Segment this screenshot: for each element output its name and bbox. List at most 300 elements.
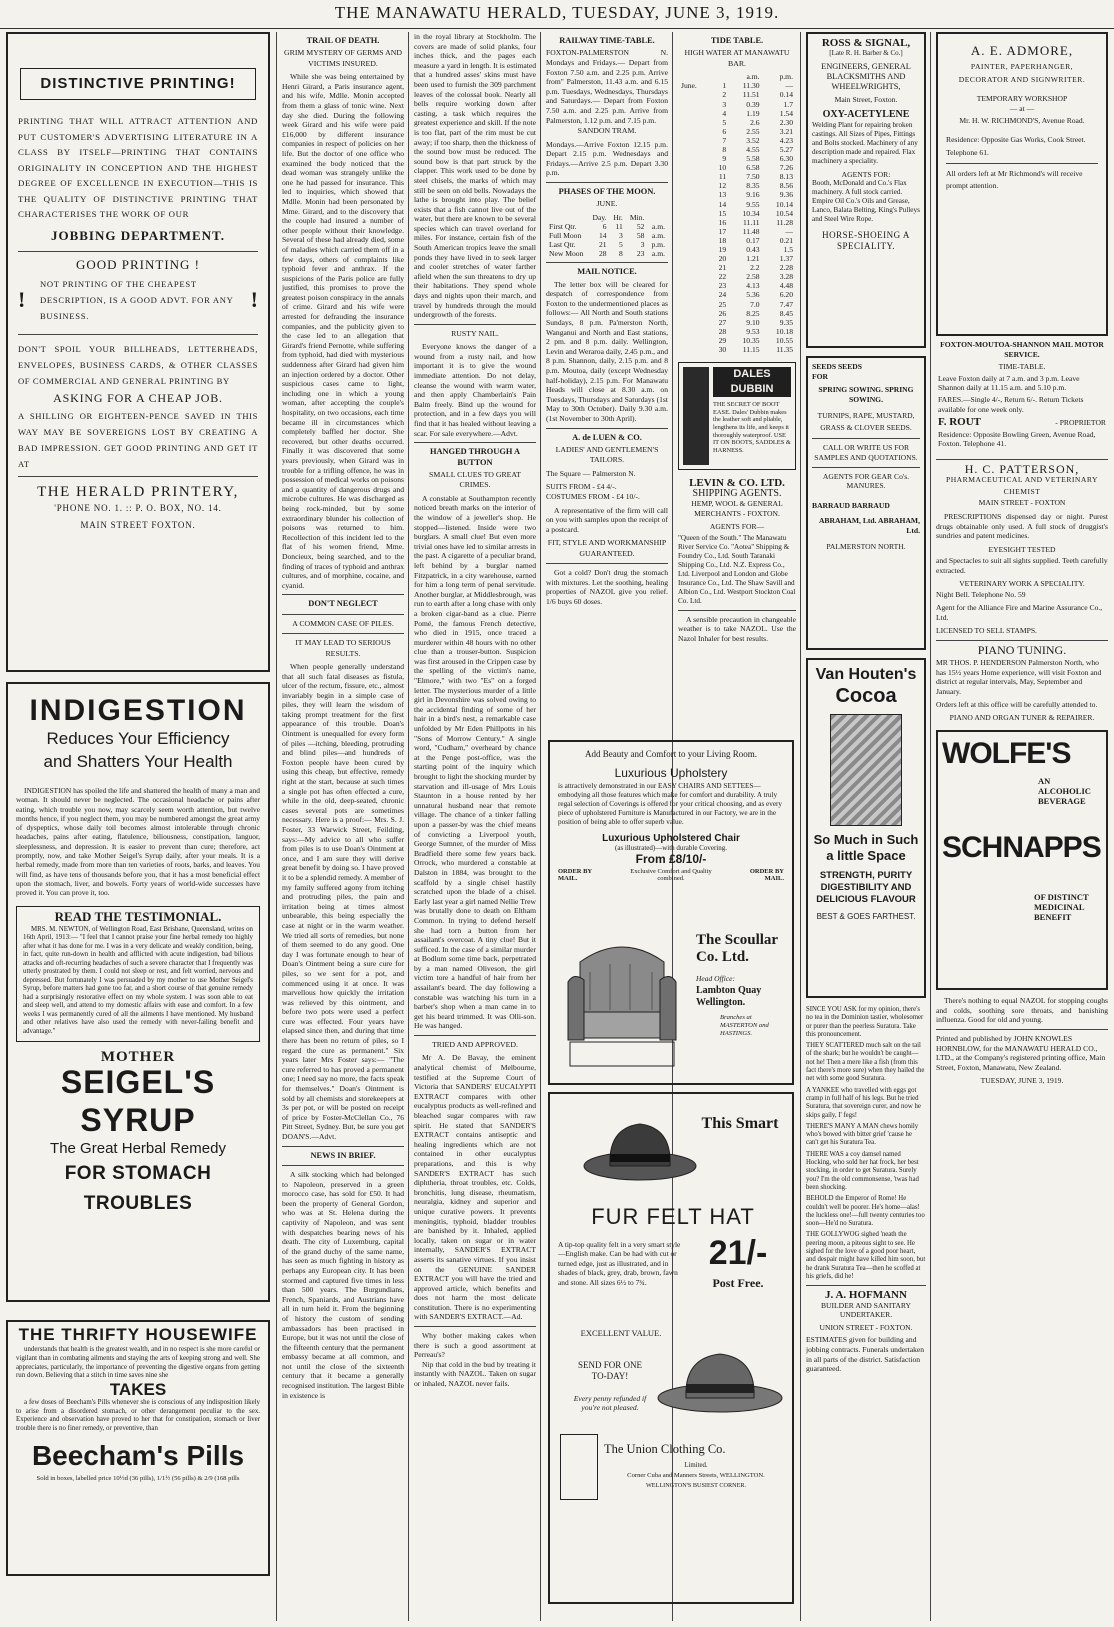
- beecham-price: Sold in boxes, labelled price 10½d (36 pills), 1/1½ (56 pills) & 2/9 (168 pills: [36, 1474, 240, 1482]
- tide-cell: 11.28: [776, 217, 793, 227]
- tide-row: [678, 263, 796, 272]
- upholstery-ad: [548, 740, 794, 1085]
- tried-heading: TRIED AND APPROVED.: [432, 1040, 518, 1050]
- tide-cell: [678, 227, 710, 236]
- tide-cell: [678, 163, 710, 172]
- tide-row: [678, 345, 796, 354]
- column-2: [282, 32, 404, 1622]
- moon-table-header: [546, 213, 668, 222]
- tide-cell: 7.47: [779, 299, 793, 309]
- tide-cell: [678, 145, 710, 154]
- herald-address: MAIN STREET FOXTON.: [80, 519, 196, 530]
- tide-cell: 6.20: [779, 290, 793, 300]
- hat-illustration-small: [654, 1346, 786, 1416]
- barraud: BARRAUD BARRAUD: [812, 500, 890, 510]
- moon-cell: 6: [602, 221, 607, 231]
- tide-cell: 13: [718, 190, 727, 200]
- moon-cell: 21: [598, 240, 607, 250]
- post-free: Post Free.: [712, 1276, 764, 1290]
- tide-cell: [678, 209, 710, 218]
- patterson-title: H. C. PATTERSON,: [964, 461, 1080, 476]
- tide-cell: 0.39: [746, 99, 760, 109]
- tide-cell: 2: [722, 90, 727, 100]
- moon-row: [546, 231, 668, 240]
- tide-cell: 2.30: [779, 117, 793, 127]
- patterson-chemist: PHARMACEUTICAL AND VETERINARY CHEMIST: [945, 475, 1099, 497]
- tide-cell: 6.30: [779, 154, 793, 164]
- beecham-ad: [6, 1320, 270, 1576]
- tide-cell: 30: [718, 345, 727, 355]
- tide-cell: 19: [718, 245, 727, 254]
- sandon-heading: SANDON TRAM.: [577, 126, 637, 136]
- tide-row: [678, 200, 796, 209]
- tide-cell: 24: [718, 290, 727, 300]
- tide-cell: [678, 90, 710, 99]
- prescriptions: PRESCRIPTIONS dispensed day or night. Purest drugs obtainable only used. A full stock of druggist's sundries and patent medicines.: [936, 511, 1108, 541]
- union-clothing: The Union Clothing Co.: [604, 1442, 726, 1456]
- tide-cell: 17: [718, 226, 727, 236]
- moon-table: [546, 213, 668, 258]
- printing-ad: [6, 32, 270, 672]
- tide-table: [678, 72, 796, 354]
- nazol-ad: There's nothing to equal NAZOL for stopping coughs and colds, soothing sore throats, and banishing influenza. Good for old and young.: [936, 996, 1108, 1025]
- column-6: [806, 32, 926, 1622]
- takes-label: TAKES: [109, 1379, 167, 1399]
- moon-cell: 28: [598, 249, 607, 259]
- moon-cell: p.m.: [651, 240, 665, 250]
- tide-cell: [678, 245, 710, 254]
- oxy-body: Welding Plant for repairing broken castings. All Sizes of Pipes, Fittings and Bolts stocked. Machinery of any description made and repaired. Flax machinery a speciality.: [812, 120, 918, 165]
- piano-body: MR THOS. P. HENDERSON Palmerston North, who has 15½ years Home experience, will visit Foxton and district at regular intervals, May, September and January.: [936, 658, 1102, 697]
- tide-cell: 11.35: [776, 345, 793, 355]
- tide-cell: 11: [718, 172, 727, 182]
- tide-sub: HIGH WATER AT MANAWATU BAR.: [684, 48, 790, 68]
- tide-cell: 23: [718, 281, 727, 291]
- tide-cell: 10: [718, 163, 727, 173]
- tide-header-cell: p.m.: [779, 72, 793, 82]
- column-4: [546, 32, 668, 762]
- tide-cell: [678, 327, 710, 336]
- levin-merchants: HEMP, WOOL & GENERAL MERCHANTS - FOXTON.: [691, 498, 783, 518]
- tide-row: [678, 245, 796, 254]
- tide-cell: 2.2: [750, 263, 760, 273]
- admore-title: A. E. ADMORE,: [970, 43, 1074, 58]
- joke: A YANKEE who travelled with eggs got cramp in full half of his legs. But he tried Suratura, that sovereign curer, and now he skips gaily, I' fegs!: [806, 1086, 921, 1119]
- tide-header-cell: a.m.: [746, 72, 760, 82]
- moon-cell: Last Qtr.: [549, 240, 576, 250]
- moon-cell: 11: [615, 221, 623, 231]
- tide-cell: 10.55: [775, 335, 793, 345]
- tide-cell: 10.54: [775, 208, 793, 218]
- tide-cell: June.: [681, 81, 697, 91]
- upholstery-title: Luxurious Upholstery: [614, 766, 728, 780]
- tide-cell: 9.53: [746, 326, 760, 336]
- trail-subheading: GRIM MYSTERY OF GERMS AND VICTIMS INSURED.: [284, 48, 402, 68]
- moon-cell: a.m.: [651, 221, 665, 231]
- moon-header-cell: [546, 213, 588, 222]
- wolfes-schnapps-ad: [936, 730, 1108, 990]
- head-office-label: Head Office:: [696, 974, 735, 983]
- tide-cell: 5.36: [746, 290, 760, 300]
- tide-cell: [678, 218, 710, 227]
- ross-title: ROSS & SIGNAL,: [821, 37, 911, 49]
- testimonial-box: [16, 906, 260, 1043]
- tide-cell: —: [785, 81, 793, 91]
- hofmann-title: J. A. HOFMANN: [825, 1289, 907, 1302]
- cocoa: Cocoa: [835, 685, 897, 707]
- tide-row: [678, 227, 796, 236]
- ask-cheap-job: ASKING FOR A CHEAP JOB.: [53, 391, 223, 406]
- schnapps: SCHNAPPS: [942, 831, 1101, 865]
- fur-felt-hat: FUR FELT HAT: [591, 1204, 755, 1229]
- so-much: So Much in Such a little Space: [813, 832, 919, 863]
- motor-fares: FARES.—Single 4/-, Return 6/-. Return Tickets available for one week only.: [938, 394, 1084, 414]
- tide-cell: 1.19: [746, 108, 760, 118]
- bible-continued: in the royal library at Stockholm. The covers are made of solid planks, four inches thick, and the pages each measure a yard in length. It is estimated that a hundred asses' skins must have been used to furnish the 309 parchment leaves of the colossal book. Nearly all bells require working down after casting, a task which requires the greatest experience and skill. If the note is too flat, part of the rim must be cut away; if too sharp, then the thickness of the sound bow must be reduced. The sound bow is that part struck by the clapper. This work used to be done by steel chisels, the marks of which may still be seen on old bells. Nowadays the lathe is brought into play. The belief exists that a fish cannot live out of the water, but there are known to be several species which can travel overland for miles. For instance, certain fish of the South American tropics leave the small ponds they have lived in to seek larger and cooler stretches of water farther afield when the sun threatens to dry up their habitations. They spend whole days and nights upon their march, and travel by hundreds through the mould undergrowth of the forests.: [414, 32, 536, 320]
- mail-body: The letter box will be cleared for despatch of correspondence from Foxton to the undermentioned places as follows:— All North and South stations Sundays, 8 p.m. Pa'merston North, Wanganui and North and East stations, 2 pm. and 8 p.m. daily. Wellington, Levin and Weraroa daily, 2.45 p.m., and 8 p.m. Shannon, daily, 2.15 p.m. and 8 p.m. Moutoa, daily (except Wednesday half-holiday), 2.15 p.m. For Manawatu Heads will close at 8.30 a.m. on Tuesdays, Thursdays and Saturdays (1st May to 30th October). Daily 9.30 a.m. (1st November to 30th April).: [546, 279, 668, 423]
- union-limited: Limited.: [684, 1462, 708, 1469]
- tide-cell: [678, 236, 710, 245]
- tide-cell: [678, 281, 710, 290]
- tide-cell: [678, 100, 710, 109]
- order-by-mail: ORDER BY MAIL.: [749, 868, 784, 882]
- spectacles: and Spectacles to suit all sights supplied. Teeth carefully extracted.: [936, 556, 1108, 575]
- boot-icon: [683, 367, 709, 465]
- testimonial-title: READ THE TESTIMONIAL.: [54, 908, 222, 924]
- admore-orders: All orders left at Mr Richmond's will receive prompt attention.: [946, 168, 1083, 190]
- lambton-quay: Lambton Quay Wellington.: [696, 985, 762, 1008]
- tide-cell: 9.55: [746, 199, 760, 209]
- indigestion-body: INDIGESTION has spoiled the life and shattered the health of many a man and woman. It should never be neglected. The occasional headache or pains after eating, which trouble you now, may scarcely seem worth attention, but twelve months hence, if you neglect them, you may be numbered amongst the great army of dyspeptics, whose daily toil becomes almost intolerable through chronic headaches, pains after eating, flatulence, biliousness, constipation, languor, sleeplessness, and depression. It is easier to prevent than cure; therefore, act promptly, now, and take Mother Seigel's Syrup daily, after your meals. It is a herbal remedy, made from more than ten varieties of roots, barks, and leaves. You will find, as have tens of thousands before you, that it has a most beneficial effect upon the stomach, liver, and bowels. Forty years of world-wide successes have proved it. You can prove it, too.: [16, 786, 260, 898]
- moon-cell: First Qtr.: [549, 221, 577, 231]
- tide-cell: 16: [718, 217, 727, 227]
- night-bell: Night Bell. Telephone No. 59: [936, 589, 1026, 599]
- motor-timetable: TIME-TABLE.: [998, 362, 1046, 372]
- tide-header-cell: [710, 72, 730, 81]
- moon-cell: 5: [619, 240, 623, 250]
- sandon-body: Mondays.—Arrive Foxton 12.15 p.m. Depart 2.15 p.m. Wednesdays and Fridays.—Arrive 2.5 p.m. Depart 3.30 p.m.: [546, 139, 668, 178]
- suratura-jokes: [806, 1006, 926, 1281]
- patterson-address: MAIN STREET - FOXTON: [978, 498, 1066, 508]
- fit-style: FIT, STYLE AND WORKMANSHIP GUARANTEED.: [547, 538, 667, 558]
- tide-cell: 11.11: [743, 217, 760, 227]
- seeds-for: FOR: [812, 371, 829, 381]
- moon-header-cell: Hr.: [613, 212, 623, 222]
- hat-price: 21/-: [708, 1234, 768, 1272]
- phone-box: 'PHONE NO. 1. :: P. O. BOX, NO. 14.: [54, 503, 222, 514]
- tide-cell: 10.34: [742, 208, 760, 218]
- column-1: [6, 32, 270, 1622]
- tide-cell: [678, 336, 710, 345]
- admore-ad: [936, 32, 1108, 336]
- horse-shoeing: HORSE-SHOEING A SPECIALITY.: [822, 230, 910, 251]
- tide-row: [678, 300, 796, 309]
- upholstery-price: From £8/10/-: [635, 852, 707, 866]
- tide-cell: 10.14: [775, 199, 793, 209]
- tide-cell: 8.45: [779, 308, 793, 318]
- tide-cell: [678, 190, 710, 199]
- tide-cell: [678, 200, 710, 209]
- tide-row: [678, 281, 796, 290]
- tide-cell: [678, 309, 710, 318]
- ross-engineers: ENGINEERS, GENERAL BLACKSMITHS AND WHEELWRIGHTS,: [821, 61, 911, 91]
- distinct-benefit: OF DISTINCT MEDICINAL BENEFIT: [1034, 892, 1089, 923]
- tide-cell: 25: [718, 299, 727, 309]
- veterinary-work: VETERINARY WORK A SPECIALITY.: [959, 578, 1085, 588]
- ross-sub: [Late R. H. Barber & Co.]: [829, 49, 903, 58]
- stomach-troubles: FOR STOMACH TROUBLES: [64, 1162, 212, 1214]
- tide-cell: 0.43: [746, 245, 760, 254]
- herbal-remedy: The Great Herbal Remedy: [50, 1139, 226, 1157]
- herald-printery: THE HERALD PRINTERY,: [37, 483, 239, 500]
- union-corner: Corner Cuba and Manners Streets, WELLINGTON.: [627, 1472, 765, 1479]
- tide-row: [678, 109, 796, 118]
- tide-header-cell: [678, 72, 710, 81]
- tide-cell: 11.51: [742, 90, 760, 100]
- tide-cell: 11.15: [742, 345, 760, 355]
- tide-row: [678, 290, 796, 299]
- van-houten: Van Houten's: [815, 666, 917, 683]
- van-houten-ad: [806, 658, 926, 998]
- moon-cell: 8: [619, 249, 623, 259]
- tide-cell: [678, 272, 710, 281]
- seed-list: TURNIPS, RAPE, MUSTARD, GRASS & CLOVER SEEDS.: [817, 411, 915, 433]
- send-for-one: SEND FOR ONE TO-DAY!: [577, 1360, 642, 1381]
- temporary-workshop: TEMPORARY WORKSHOP: [976, 94, 1068, 104]
- motor-service: [936, 336, 1108, 455]
- tide-cell: 3.21: [779, 126, 793, 136]
- beecham-body: a few doses of Beecham's Pills whenever she is conscious of any indisposition likely to arise from a disordered stomach, or other derangement peculiar to the sex. Experience and observation have proved to her that for constipation, stomach or liver trouble there is no finer remedy, or preventive, than: [16, 1399, 260, 1432]
- cocoa-tin-icon: [830, 714, 902, 826]
- uc-monogram-icon: [560, 1434, 598, 1500]
- tide-cell: [678, 345, 710, 354]
- tide-cell: 4.48: [779, 281, 793, 291]
- exclusive-comfort: Exclusive Comfort and Quality combined.: [630, 868, 712, 882]
- tide-row: [678, 181, 796, 190]
- tide-cell: 15: [718, 208, 727, 218]
- tide-row: [678, 254, 796, 263]
- tide-row: [678, 136, 796, 145]
- tide-cell: 9.10: [746, 317, 760, 327]
- tide-cell: 3.28: [779, 272, 793, 282]
- fur-felt-hat-ad: [548, 1092, 794, 1604]
- tide-cell: 2.6: [750, 117, 760, 127]
- refund-note: Every penny refunded if you're not pleased.: [573, 1394, 647, 1412]
- railway-body: FOXTON-PALMERSTON N. Mondays and Fridays.— Depart from Foxton 7.50 a.m. and 2.25 p.m. Arrive from" Palmerston, 11.43 a.m. and 6.15 p.m. Tuesdays, Wednesdays, Thursdays and Saturdays.— Depart from Foxton 7.50 a.m. and 2.25 p.m. Arrive from Palmerston, 1.12 p.m. and 7.15 p.m.: [546, 48, 668, 125]
- tide-cell: 1.37: [779, 254, 793, 264]
- costumes-price: COSTUMES FROM - £4 10/-.: [546, 491, 640, 501]
- dales-title: DALES DUBBIN: [713, 367, 791, 397]
- levin-sub: SHIPPING AGENTS.: [692, 487, 782, 499]
- this-smart: This Smart: [701, 1115, 779, 1132]
- tide-row: [678, 218, 796, 227]
- excellent-value: EXCELLENT VALUE.: [580, 1328, 662, 1338]
- alliance-agent: Agent for the Alliance Fire and Marine Assurance Co., Ltd.: [936, 603, 1103, 622]
- hat-illustration: [580, 1114, 700, 1184]
- tide-cell: 28: [718, 326, 727, 336]
- tide-cell: 7: [722, 135, 727, 145]
- wolfes: WOLFE'S: [942, 737, 1071, 771]
- tide-cell: 7.26: [779, 163, 793, 173]
- tide-cell: [678, 127, 710, 136]
- tide-cell: 7.0: [750, 299, 760, 309]
- tide-row: [678, 190, 796, 199]
- tide-cell: [678, 290, 710, 299]
- tide-cell: 1.5: [783, 245, 793, 254]
- news-heading: NEWS IN BRIEF.: [310, 1150, 376, 1160]
- beechams-pills: Beecham's Pills: [31, 1439, 245, 1471]
- tide-cell: 9.16: [746, 190, 760, 200]
- printing-ad-body: PRINTING THAT WILL ATTRACT ATTENTION AND PUT CUSTOMER'S ADVERTISING LITERATURE IN A CLASS BY ITSELF—PRINTING THAT CONTAINS ORIGINALITY IN CONCEPTION AND THE HIGHEST DEGREE OF EXCELLENCE IN EXECUTION—THIS IS THE QUALITY OF DISTINCTIVE PRINTING THAT CHARACTERISES THE WORK OF OUR: [18, 116, 258, 219]
- column-rule: [540, 32, 541, 1621]
- joke: THEY SCATTERED much salt on the tail of the shark; but he wouldn't be caught—not he! Then a mere like a fish (from this fact there's more sure) when they hailed the net with some good Suratura.: [806, 1042, 925, 1083]
- thrifty-body: understands that health is the greatest wealth, and in no respect is she more careful or vigilant than in combating ailments and staying the arts of keeping strong and well. She appreciates, particularly, the importance of preventing the digestive organs from getting run down. Believing that a stitch in time saves nine she: [16, 1346, 260, 1380]
- tide-cell: 9: [722, 154, 727, 164]
- tide-cell: [678, 263, 710, 272]
- tide-cell: 22: [718, 272, 727, 282]
- tide-cell: 29: [718, 335, 727, 345]
- tide-cell: 0.21: [779, 235, 793, 245]
- best-goes-farthest: BEST & GOES FARTHEST.: [816, 912, 916, 921]
- rout-residence: Residence: Opposite Bowling Green, Avenue Road, Foxton. Telephone 41.: [938, 429, 1096, 449]
- piano-tuner: PIANO AND ORGAN TUNER & REPAIRER.: [949, 713, 1095, 723]
- moon-row: [546, 222, 668, 231]
- good-printing-body: NOT PRINTING OF THE CHEAPEST DESCRIPTION, IS A GOOD ADVT. FOR ANY BUSINESS.: [40, 279, 234, 322]
- mail-heading: MAIL NOTICE.: [577, 267, 637, 277]
- tide-cell: 8.13: [779, 172, 793, 182]
- rusty-body: Everyone knows the danger of a wound from a rusty nail, and how important it is to give the wound immediate attention. Do not delay, cleanse the wound with warm water, and then apply Chamberlain's Pain Balm freely. Bind up the wound for protection, and in a few days you will find that it has healed without leaving a scar. For sale everywhere.—Advt.: [414, 342, 536, 438]
- tide-cell: [678, 172, 710, 181]
- dont-neglect-sub1: A COMMON CASE OF PILES.: [292, 618, 394, 628]
- licensed-stamps: LICENSED TO SELL STAMPS.: [936, 626, 1037, 636]
- tide-cell: 6: [722, 126, 727, 136]
- tide-cell: 8.56: [779, 181, 793, 191]
- tide-rows: [678, 81, 796, 354]
- tide-cell: [678, 118, 710, 127]
- admore-trade: PAINTER, PAPERHANGER, DECORATOR AND SIGNWRITER.: [958, 62, 1086, 85]
- column-rule: [276, 32, 277, 1621]
- levin-agents-list: "Queen of the South." The Manawatu River Service Co. "Aotea" Shipping & Foundry Co., Ltd. South Taranaki Shipping Co., Ltd. N.Z. Express Co., Ltd. Liverpool and London and Globe Insurance Co., Ltd. The Shaw Savill and Albion Co., Ltd. Westport Stockton Coal Co. Ltd.: [678, 533, 796, 605]
- tide-cell: [678, 154, 710, 163]
- indigestion-ad: [6, 682, 270, 1302]
- tide-cell: 11.48: [742, 226, 760, 236]
- imprint: Printed and published by JOHN KNOWLES HORNBLOW, for the MANAWATU HERALD CO., LTD., at the Company's registered printing office, Main Street, Foxton, Manawatu, New Zealand.: [936, 1034, 1106, 1072]
- upholstery-body: is attractively demonstrated in our EASY CHAIRS AND SETTEES—embodying all those features which make for comfort and durability. A truly regal selection of Coverings is offered for your critical choosing, and as every piece of upholstered Furniture is Manufactured in our Factory, we are in the position of being able to offer superb value.: [558, 782, 783, 826]
- jobbing-department: JOBBING DEPARTMENT.: [50, 227, 226, 243]
- tide-row: [678, 327, 796, 336]
- tide-cell: 11.30: [742, 81, 760, 91]
- seeds-ad: [806, 356, 926, 650]
- tide-row: [678, 81, 796, 90]
- tide-cell: 12: [718, 181, 727, 191]
- tide-cell: 1: [722, 81, 727, 91]
- tide-row: [678, 127, 796, 136]
- mother-label: MOTHER: [100, 1049, 176, 1066]
- tide-cell: [678, 136, 710, 145]
- moon-header-cell: [647, 213, 668, 222]
- levin-title: LEVIN & CO. LTD.: [689, 477, 785, 490]
- tide-heading: TIDE TABLE.: [710, 36, 764, 45]
- ross-agents-body: Booth, McDonald and Co.'s Flax machinery. A full stock carried. Empire Oil Co.'s Oils and Grease, Lanco, Balata Belting, King's Pulleys and Steel Wire Rope.: [812, 179, 920, 224]
- tide-cell: [678, 254, 710, 263]
- tide-cell: 20: [718, 254, 727, 264]
- tide-cell: 4: [722, 108, 727, 118]
- seeds-title: SEEDS SEEDS: [812, 362, 863, 371]
- tide-cell: 6.58: [746, 163, 760, 173]
- tide-cell: 3.52: [746, 135, 760, 145]
- tide-cell: [678, 300, 710, 309]
- shilling-text: A SHILLING OR EIGHTEEN-PENCE SAVED IN THIS WAY MAY BE SOVEREIGNS LOST BY CREATING A BAD IMPRESSION. GET GOOD PRINTING AND GET IT AT: [18, 410, 258, 469]
- indigestion-reduces: Reduces Your Efficiency: [46, 729, 230, 748]
- joke: THE GOLLYWOG sighed 'neath the peering moon, a piteous sight to see. He sighed for the love of a good poor heart, and despair might have killed him soon, but he drank Suratura Tea—then he scoffed at his griefs, did he!: [806, 1231, 926, 1280]
- tide-cell: 2.55: [746, 126, 760, 136]
- nazol-precaution: A sensible precaution in changeable weather is to take NAZOL. Use the Nazol Inhaler for best results.: [678, 614, 796, 643]
- tide-row: [678, 209, 796, 218]
- tide-row: [678, 309, 796, 318]
- tide-cell: 1.54: [779, 108, 793, 118]
- levin-agents: AGENTS FOR—: [709, 522, 765, 532]
- hofmann-sub: BUILDER AND SANITARY UNDERTAKER.: [820, 1300, 912, 1320]
- tide-row: [678, 90, 796, 99]
- tide-cell: [678, 318, 710, 327]
- ross-agents: AGENTS FOR:: [841, 169, 891, 179]
- tide-cell: 14: [718, 199, 727, 209]
- moon-cell: 3: [640, 240, 645, 250]
- deluen-sub: LADIES' AND GENTLEMEN'S TAILORS.: [555, 444, 659, 465]
- joke: THERE'S MANY A MAN chews homily who's bowed with bitter grief 'cause he can't get his Suratura Tea.: [806, 1122, 919, 1147]
- cold-text: Got a cold? Don't drug the stomach with mixtures. Let the soothing, healing properties of NAZOL give you relief. 1/6 buys 60 doses.: [546, 568, 668, 606]
- suits-price: SUITS FROM - £4 4/-.: [546, 482, 617, 492]
- tide-cell: 4.23: [779, 135, 793, 145]
- union-busiest: WELLINGTON'S BUSIEST CORNER.: [645, 1482, 747, 1489]
- trail-body: While she was being entertained by Henri Girard, a Paris insurance agent, and his wife, Mdlle. Monin accepted from them a glass of tonic wine. Next day she died. During the following week Girard and his wife were paid £16,000 by different insurance companies in respect of policies on her life. But the doctor of one office who examined the body noticed that the dead woman was strangely unlike the one he had passed for insurance. This led to inquiries, which showed that Mdlle. Monin had been personated by Mme. Girard, and to the discovery that the couple had insured a number of other people without their knowledge. Several of these had already died, some of maladies which carried them off in a few days, others of complaints like typhoid fever and anthrax. If the suspicions of the Paris police are fully justified, this promises to prove the greatest poison conspiracy in the annals of crime. Girard and his wife were arrested for defrauding the insurance companies, and the publicity given to the case led to an allegation that Girard's friend Pernotte, while suffering from typhoid, had died with mysterious suddenness after Girard had given him an injection ordered by a doctor. Other suspicious cases came to light, including one in which a young woman, after accepting the couple's hospitality, on two occasions, each time became ill in circumstances which completely baffled her doctor. She recovered, but other deaths occurred. Finally it was discovered that some years previously, when Girard was in trouble for a trifling offence, he was in possession of medical works on poisons and a quantity of dangerous drugs and microbe cultures. He was discharged as being rock-minded, but by some extraordinary blunder his collection of poisons was returned to him. Recollection of this incident led to the flat of his women friend, Mme. Doncieux, being searched, and to the finding of traces of typhoid and anthrax cultures, and of morphine, cocaine, and cyanid.: [282, 72, 404, 590]
- thrifty-title: THE THRIFTY HOUSEWIFE: [18, 1325, 258, 1344]
- joke: SINCE YOU ASK for my opinion, there's no tea in the Dominion tastier, wholesomer or purer than the peerless Suratura. Take this pronouncement.: [806, 1006, 924, 1038]
- moon-cell: 3: [619, 230, 623, 240]
- cakes-text: Why bother making cakes when there is such a good assortment at Perreau's?: [414, 1331, 536, 1360]
- column-7: [936, 32, 1108, 1622]
- moon-cell: 23: [636, 249, 645, 259]
- moon-cell: a.m.: [651, 230, 665, 240]
- piano-title: PIANO TUNING.: [977, 642, 1067, 657]
- admore-at: — at —: [1009, 104, 1035, 113]
- rout-name: F. ROUT: [938, 416, 981, 429]
- dont-neglect-heading: DON'T NEGLECT: [308, 599, 378, 609]
- tide-row: [678, 118, 796, 127]
- good-printing-title: GOOD PRINTING !: [75, 256, 201, 272]
- hanged-subheading: SMALL CLUES TO GREAT CRIMES.: [429, 469, 521, 490]
- call-or-write: CALL OR WRITE US FOR SAMPLES AND QUOTATIONS.: [814, 443, 918, 462]
- testimonial-body: MRS. M. NEWTON, of Wellington Road, East Brisbane, Queensland, writes on 16th April, 1913:— "I feel that I cannot praise your fine herbal remedy too highly after what it has done for me. I was in a very delicate and weakly condition, being, in fact, quite run-down in health and afflicted with acute indigestion, bad bilious attacks and oft-recurring headaches of such a severe character that I frequently was utterly prostrated by them. I could not sleep or rest, and felt worried, nervous and depressed. But fortunately I was persuaded by my mother to use Mother Seigel's Syrup, before matters had gone too far, and a short course of that genuine remedy had a surprisingly restorative effect on my whole system. I was soon able to eat and sleep well, and attend to my domestic affairs with ease and comfort. In a few weeks I was permanently cured of all the ailments I have mentioned. My husband and other relatives have also used the remedy with never-failing benefit and advantage.": [23, 925, 253, 1035]
- tide-cell: 1.21: [746, 254, 760, 264]
- upholstery-covering: (as illustrated)—with durable Covering.: [615, 844, 727, 852]
- dales-body: THE SECRET OF BOOT EASE. Dales' Dubbin makes the leather soft and pliable, lengthens its life, and keeps it thoroughly waterproof. USE IT ON BOOTS, SADDLES & HARNESS.: [713, 401, 791, 454]
- tide-cell: 4.13: [746, 281, 760, 291]
- tide-cell: 8.35: [746, 181, 760, 191]
- rout-proprietor: - PROPRIETOR: [1055, 418, 1106, 428]
- dont-spoil-text: DON'T SPOIL YOUR BILLHEADS, LETTERHEADS, ENVELOPES, BUSINESS CARDS, & OTHER CLASSES OF COMMERCIAL AND GENERAL PRINTING BY: [18, 344, 258, 387]
- tide-row: [678, 336, 796, 345]
- tide-cell: 2.58: [746, 272, 760, 282]
- moon-row: [546, 249, 668, 258]
- upholstery-chair: Luxurious Upholstered Chair: [602, 833, 740, 844]
- tide-row: [678, 163, 796, 172]
- moon-cell: 52: [636, 221, 645, 231]
- tide-cell: 9.36: [779, 190, 793, 200]
- footer-date: TUESDAY, JUNE 3, 1919.: [980, 1076, 1064, 1086]
- tide-cell: 7.50: [746, 172, 760, 182]
- tide-cell: 8: [722, 144, 727, 154]
